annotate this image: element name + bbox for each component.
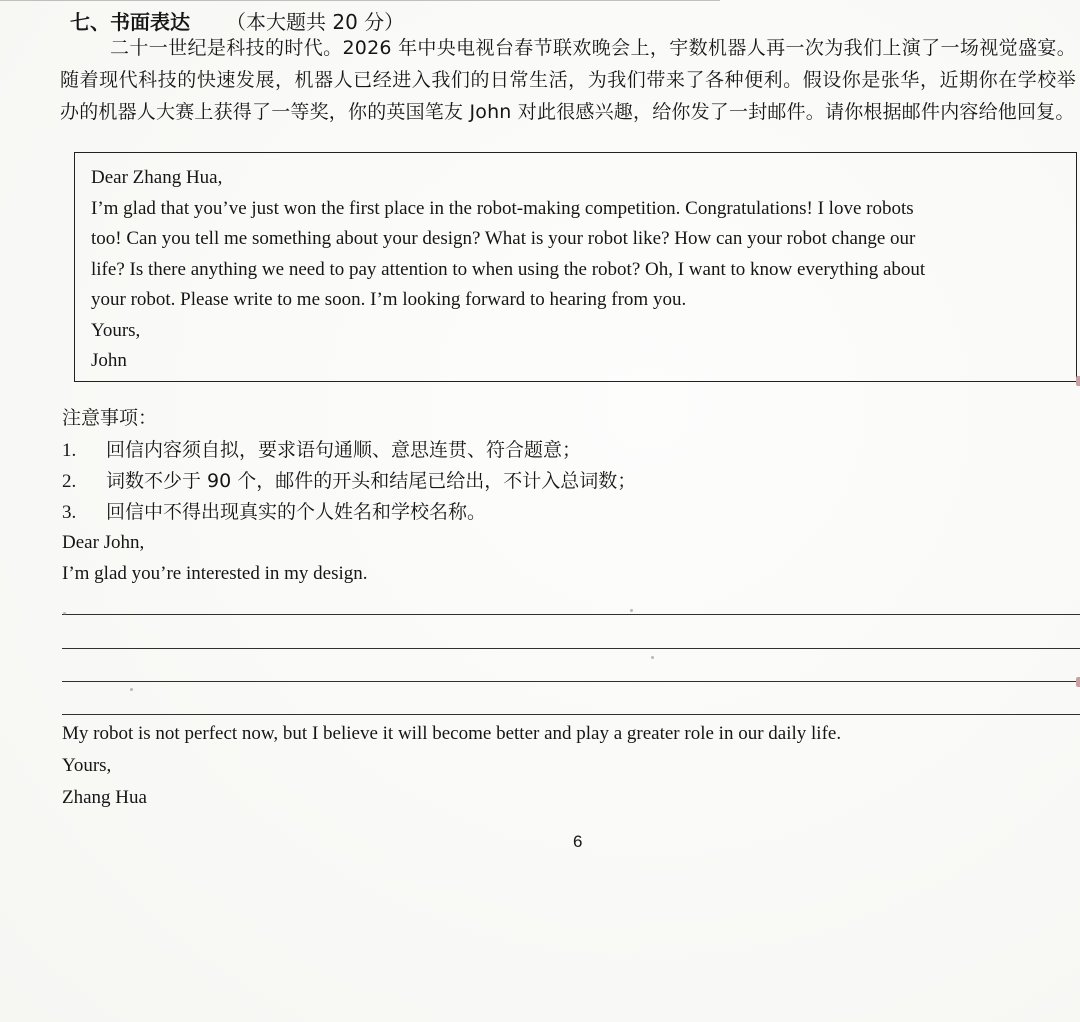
scan-speck bbox=[630, 609, 633, 612]
email-line: life? Is there anything we need to pay attention to when using the robot? Oh, I want to know everything about bbox=[91, 259, 926, 280]
section-number: 七、 bbox=[70, 10, 110, 34]
answer-signoff: Yours, bbox=[62, 755, 112, 776]
answer-opening-line: I’m glad you’re interested in my design. bbox=[62, 563, 368, 584]
answer-writing-line[interactable] bbox=[62, 648, 1080, 649]
answer-signature: Zhang Hua bbox=[62, 787, 147, 808]
section-title: 书面表达 bbox=[110, 10, 190, 34]
page-number: 6 bbox=[573, 832, 583, 851]
note-text: 回信内容须自拟，要求语句通顺、意思连贯、符合题意； bbox=[106, 439, 582, 461]
section-points: （本大题共 20 分） bbox=[226, 10, 405, 34]
note-number: 3. bbox=[62, 502, 77, 523]
email-line: I’m glad that you’ve just won the first place in the robot-making competition. Congratulations! I love robots bbox=[91, 198, 914, 219]
note-number: 2. bbox=[62, 471, 77, 492]
page-top-edge bbox=[0, 0, 720, 5]
note-text: 回信中不得出现真实的个人姓名和学校名称。 bbox=[106, 501, 487, 523]
edge-mark bbox=[1076, 677, 1080, 687]
answer-writing-line[interactable] bbox=[62, 614, 1080, 615]
answer-closing-line: My robot is not perfect now, but I believe it will become better and play a greater role in our daily life. bbox=[62, 723, 842, 744]
scan-speck bbox=[63, 612, 66, 615]
answer-writing-line[interactable] bbox=[62, 681, 1080, 682]
scan-speck bbox=[651, 656, 654, 659]
email-box bbox=[74, 152, 1077, 382]
email-signature: John bbox=[91, 350, 127, 371]
notes-title: 注意事项： bbox=[62, 407, 158, 429]
note-number: 1. bbox=[62, 440, 77, 461]
edge-mark bbox=[1076, 376, 1080, 386]
task-prompt: 二十一世纪是科技的时代。2026 年中央电视台春节联欢晚会上，宇数机器人再一次为我们上演了一场视觉盛宴。随着现代科技的快速发展，机器人已经进入我们的日常生活，为我们带来了各种便利。假设你是张华，近期你在学校举办的机器人大赛上获得了一等奖，你的英国笔友 John 对此很感兴趣，给你发了一封邮件。请你根据邮件内容给他回复。 bbox=[60, 37, 1076, 123]
email-line: your robot. Please write to me soon. I’m looking forward to hearing from you. bbox=[91, 289, 687, 310]
email-greeting: Dear Zhang Hua, bbox=[91, 167, 223, 188]
scan-speck bbox=[130, 688, 133, 691]
answer-greeting: Dear John, bbox=[62, 532, 145, 553]
note-text: 词数不少于 90 个，邮件的开头和结尾已给出，不计入总词数； bbox=[106, 470, 637, 492]
email-line: too! Can you tell me something about your design? What is your robot like? How can your robot change our bbox=[91, 228, 916, 249]
answer-writing-line[interactable] bbox=[62, 714, 1080, 715]
section-heading bbox=[70, 6, 404, 35]
email-signoff: Yours, bbox=[91, 320, 141, 341]
note-item bbox=[62, 497, 486, 524]
note-item bbox=[62, 466, 636, 493]
note-item bbox=[62, 435, 581, 462]
